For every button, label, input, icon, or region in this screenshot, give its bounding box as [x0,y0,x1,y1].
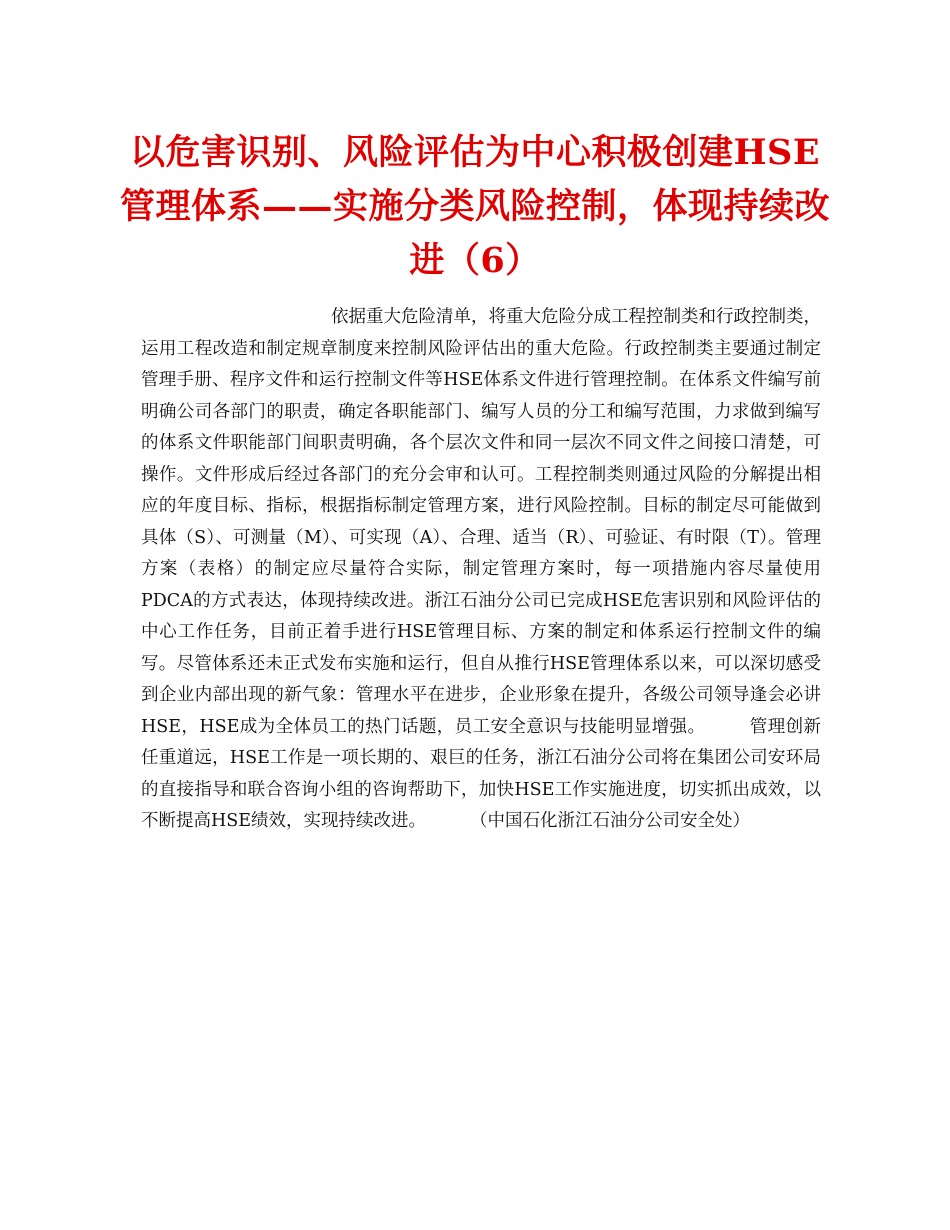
document-title: 以危害识别、风险评估为中心积极创建HSE管理体系——实施分类风险控制，体现持续改进（6） [120,132,831,281]
signature: （中国石化浙江石油分公司安全处） [470,811,751,831]
paragraph-1: 依据重大危险清单，将重大危险分成工程控制类和行政控制类，运用工程改造和制定规章制度来控制风险评估出的重大危险。行政控制类主要通过制定管理手册、程序文件和运行控制文件等HSE体系文件进行管理控制。在体系文件编写前明确公司各部门的职责，确定各职能部门、编写人员的分工和编写范围，力求做到编写的体系文件职能部门间职责明确，各个层次文件和同一层次不同文件之间接口清楚，可操作。文件形成后经过各部门的充分会审和认可。工程控制类则通过风险的分解提出相应的年度目标、指标，根据指标制定管理方案，进行风险控制。目标的制定尽可能做到具体（S）、可测量（M）、可实现（A）、合理、适当（R）、可验证、有时限（T）。管理方案（表格）的制定应尽量符合实际，制定管理方案时，每一项措施内容尽量使用PDCA的方式表达，体现持续改进。浙江石油分公司已完成HSE危害识别和风险评估的中心工作任务，目前正着手进行HSE管理目标、方案的制定和体系运行控制文件的编写。尽管体系还未正式发布实施和运行，但自从推行HSE管理体系以来，可以深切感受到企业内部出现的新气象：管理水平在进步，企业形象在提升，各级公司领导逢会必讲HSE，HSE成为全体员工的热门话题，员工安全意识与技能明显增强。 [141,307,821,737]
document-body [141,302,821,838]
paragraph-2: 管理创新任重道远，HSE工作是一项长期的、艰巨的任务，浙江石油分公司将在集团公司安环局的直接指导和联合咨询小组的咨询帮助下，加快HSE工作实施进度，切实抓出成效，以不断提高HSE绩效，实现持续改进。 [141,716,822,831]
